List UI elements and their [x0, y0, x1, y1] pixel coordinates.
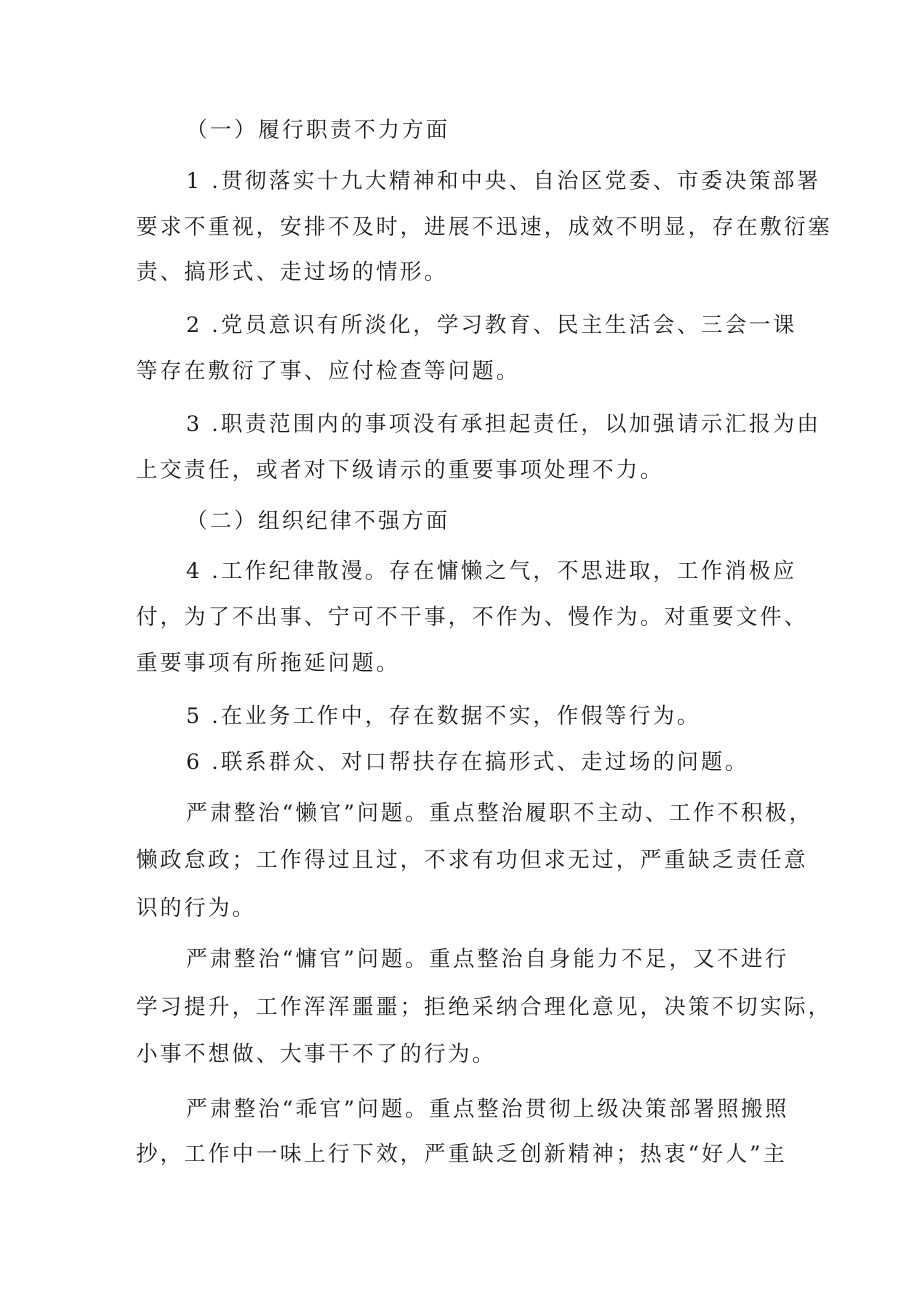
item-5: 5 .在业务工作中，存在数据不实，作假等行为。 [186, 704, 701, 729]
heading-section-1: （一）履行职责不力方面 [186, 118, 451, 143]
item-4-line-2: 付，为了不出事、宁可不干事，不作为、慢作为。对重要文件、 [136, 605, 809, 630]
item-1-line-3: 责、搞形式、走过场的情形。 [136, 260, 449, 285]
item-2-line-2: 等存在敷衍了事、应付检查等问题。 [136, 359, 521, 384]
item-4-line-3: 重要事项有所拖延问题。 [136, 651, 401, 676]
item-1-line-1: 1 .贯彻落实十九大精神和中央、自治区党委、市委决策部署 [186, 169, 821, 194]
para-obedient-line-1: 严肃整治“乖官”问题。重点整治贯彻上级决策部署照搬照 [186, 1097, 789, 1122]
para-obedient-line-2: 抄，工作中一味上行下效，严重缺乏创新精神；热衷“好人”主 [136, 1142, 787, 1167]
item-3-line-1: 3 .职责范围内的事项没有承担起责任，以加强请示汇报为由 [186, 412, 821, 437]
heading-section-2: （二）组织纪律不强方面 [186, 509, 451, 534]
item-2-line-1: 2 .党员意识有所淡化，学习教育、民主生活会、三会一课 [186, 313, 797, 338]
para-mediocre-line-2: 学习提升，工作浑浑噩噩；拒绝采纳合理化意见，决策不切实际， [136, 995, 833, 1020]
item-1-line-2: 要求不重视，安排不及时，进展不迅速，成效不明显，存在敷衍塞 [136, 215, 833, 240]
para-mediocre-line-1: 严肃整治“慵官”问题。重点整治自身能力不足，又不进行 [186, 947, 789, 972]
item-6: 6 .联系群众、对口帮扶存在搞形式、走过场的问题。 [186, 750, 749, 775]
para-mediocre-line-3: 小事不想做、大事干不了的行为。 [136, 1042, 497, 1067]
item-4-line-1: 4 .工作纪律散漫。存在慵懒之气，不思进取，工作消极应 [186, 559, 797, 584]
para-lazy-line-2: 懒政怠政；工作得过且过，不求有功但求无过，严重缺乏责任意 [136, 848, 809, 873]
para-lazy-line-1: 严肃整治“懒官”问题。重点整治履职不主动、工作不积极， [186, 801, 813, 826]
para-lazy-line-3: 识的行为。 [136, 896, 257, 921]
item-3-line-2: 上交责任，或者对下级请示的重要事项处理不力。 [136, 458, 665, 483]
